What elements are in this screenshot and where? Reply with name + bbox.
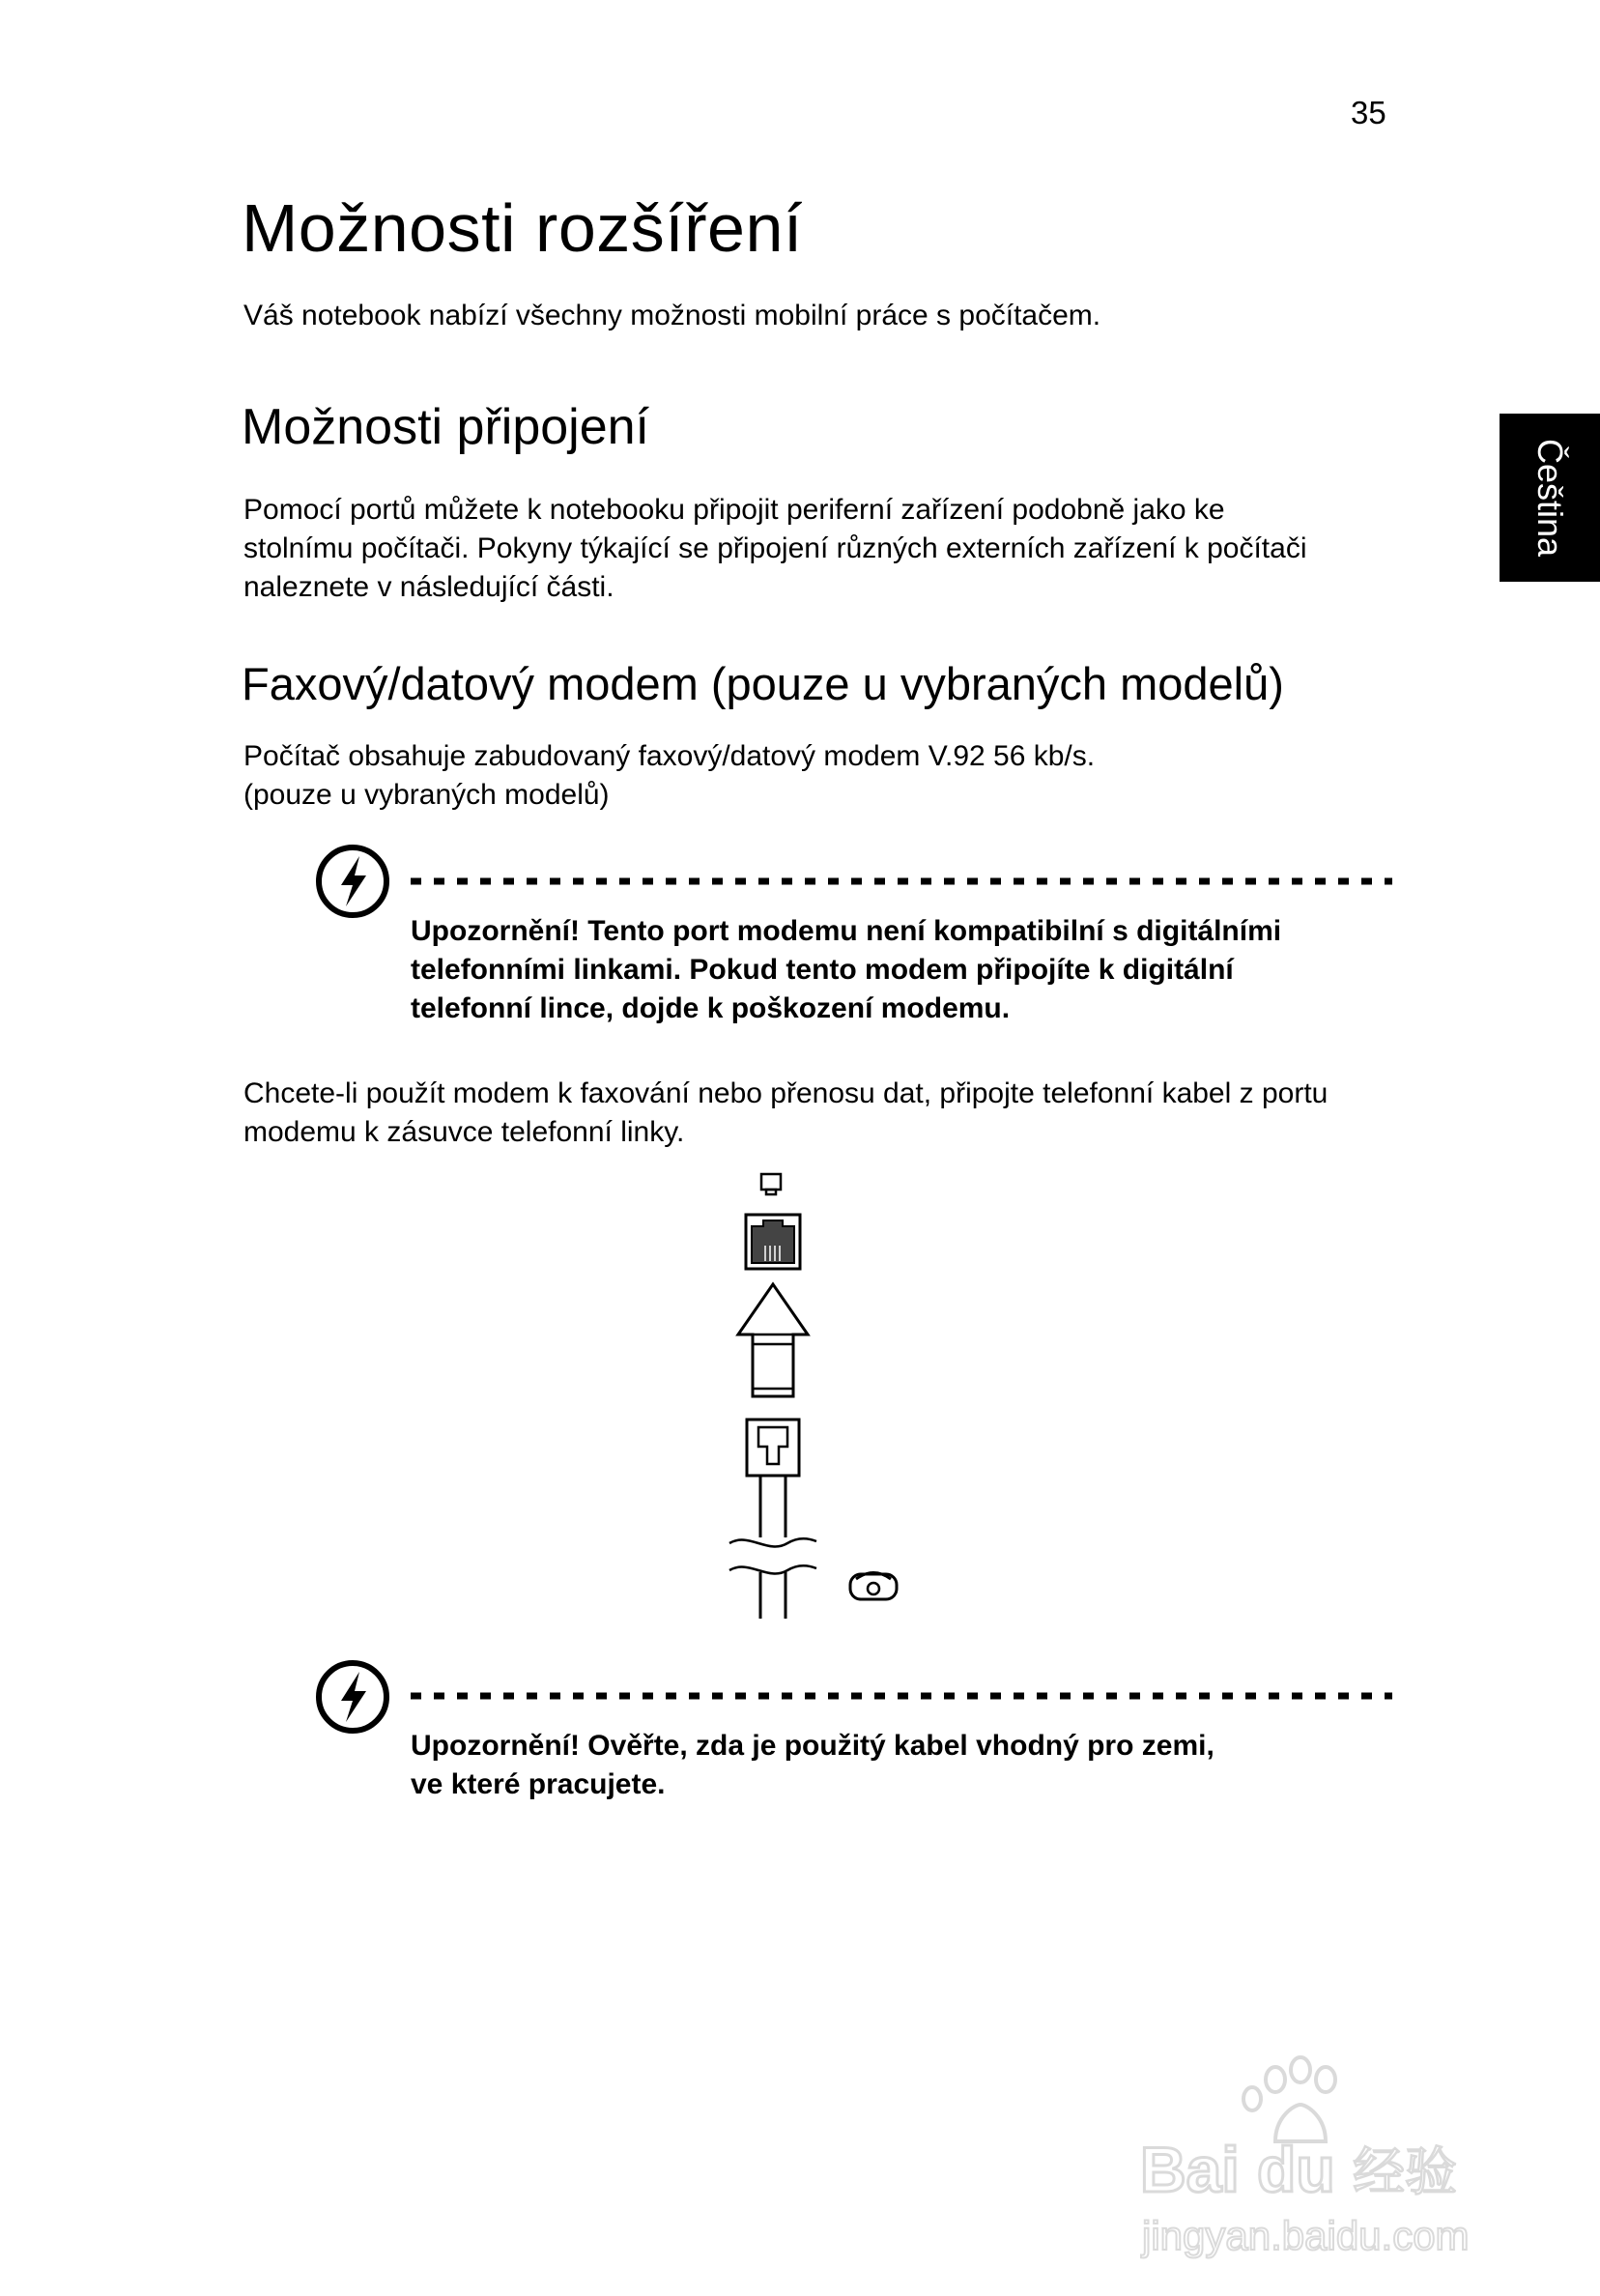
page-title: Možnosti rozšíření <box>242 190 803 266</box>
subsection-line: Počítač obsahuje zabudovaný faxový/datový modem V.92 56 kb/s. <box>243 740 1096 772</box>
warning-lightning-icon <box>314 843 391 920</box>
warning-lightning-icon <box>314 1658 391 1736</box>
svg-text:Bai du: Bai du <box>1140 2134 1335 2205</box>
cable-line: Chcete-li použít modem k faxování nebo přenosu dat, připojte telefonní kabel z portu <box>243 1077 1329 1109</box>
warning-line: Upozornění! Tento port modemu není kompatibilní s digitálními <box>411 915 1282 947</box>
rj11-plug-icon <box>747 1420 799 1476</box>
section-heading: Možnosti připojení <box>242 399 649 455</box>
telephone-icon <box>850 1573 897 1600</box>
modem-port-icon <box>746 1215 800 1269</box>
intro-paragraph: Váš notebook nabízí všechny možnosti mobilní práce s počítačem. <box>243 300 1101 331</box>
section-line: stolnímu počítači. Pokyny týkající se připojení různých externích zařízení k počítači <box>243 532 1307 564</box>
cable-paragraph <box>243 1075 1403 1152</box>
section-line: Pomocí portů můžete k notebooku připojit periferní zařízení podobně jako ke <box>243 494 1225 526</box>
warning-1-text <box>411 912 1406 1028</box>
subsection-paragraph <box>243 737 1403 815</box>
modem-port-symbol-icon <box>761 1174 781 1194</box>
cable-line: modemu k zásuvce telefonní linky. <box>243 1116 685 1148</box>
warning-divider <box>411 1692 1392 1700</box>
section-paragraph <box>243 491 1403 607</box>
svg-text:jingyan.baidu.com: jingyan.baidu.com <box>1142 2213 1470 2258</box>
modem-connection-diagram <box>715 1164 928 1619</box>
warning-2-text <box>411 1727 1406 1804</box>
warning-divider <box>411 877 1392 885</box>
language-tab-label: Čeština <box>1530 438 1570 558</box>
subsection-heading: Faxový/datový modem (pouze u vybraných modelů) <box>242 658 1284 709</box>
section-line: naleznete v následující části. <box>243 571 614 603</box>
subsection-line: (pouze u vybraných modelů) <box>243 779 610 811</box>
warning-line: ve které pracujete. <box>411 1768 666 1800</box>
warning-line: telefonními linkami. Pokud tento modem připojíte k digitální <box>411 954 1234 986</box>
telephone-cable <box>729 1476 816 1619</box>
arrow-up-icon <box>738 1284 808 1396</box>
warning-line: telefonní lince, dojde k poškození modemu. <box>411 992 1011 1024</box>
warning-line: Upozornění! Ověřte, zda je použitý kabel vhodný pro zemi, <box>411 1730 1214 1762</box>
page-number: 35 <box>1351 95 1386 130</box>
baidu-watermark-logo <box>1130 2049 1507 2271</box>
language-tab <box>1500 414 1600 582</box>
svg-text:经验: 经验 <box>1353 2141 1457 2202</box>
